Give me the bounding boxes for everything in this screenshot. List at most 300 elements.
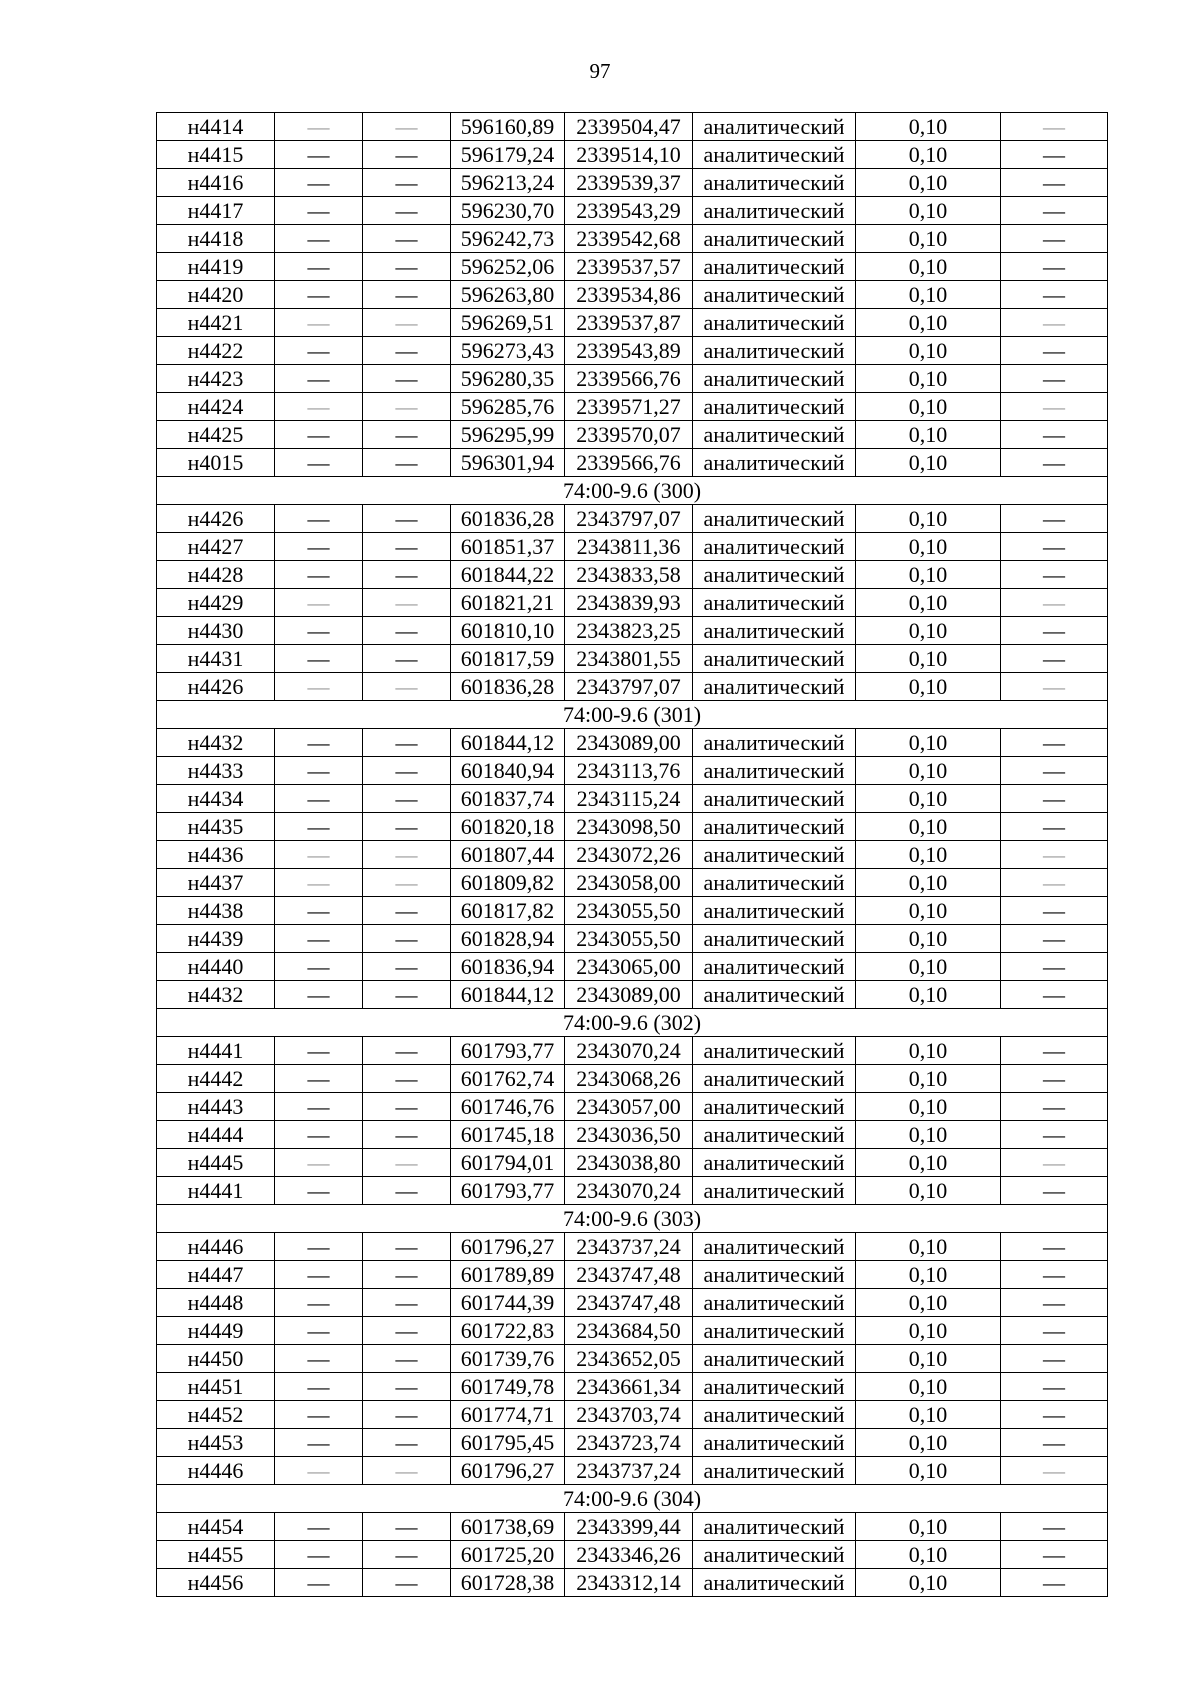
- point-id-cell: н4436: [157, 841, 275, 869]
- y-coordinate-cell: 2343723,74: [565, 1429, 693, 1457]
- method-cell: аналитический: [693, 533, 856, 561]
- table-row: [157, 113, 1108, 141]
- y-coordinate-cell: 2343036,50: [565, 1121, 693, 1149]
- x-coordinate-cell: 601749,78: [451, 1373, 565, 1401]
- y-coordinate-cell: 2339571,27: [565, 393, 693, 421]
- dash-cell: —: [1001, 505, 1108, 533]
- x-coordinate-cell: 601762,74: [451, 1065, 565, 1093]
- dash-cell: —: [275, 113, 363, 141]
- x-coordinate-cell: 596263,80: [451, 281, 565, 309]
- dash-cell: —: [1001, 1429, 1108, 1457]
- dash-cell: —: [363, 281, 451, 309]
- dash-cell: —: [363, 505, 451, 533]
- accuracy-cell: 0,10: [856, 673, 1001, 701]
- method-cell: аналитический: [693, 813, 856, 841]
- method-cell: аналитический: [693, 1429, 856, 1457]
- table-row: [157, 225, 1108, 253]
- dash-cell: —: [363, 925, 451, 953]
- x-coordinate-cell: 596230,70: [451, 197, 565, 225]
- table-row: [157, 1541, 1108, 1569]
- point-id-cell: н4426: [157, 505, 275, 533]
- x-coordinate-cell: 601746,76: [451, 1093, 565, 1121]
- method-cell: аналитический: [693, 953, 856, 981]
- dash-cell: —: [363, 337, 451, 365]
- table-row: [157, 421, 1108, 449]
- section-title: 74:00-9.6 (304): [157, 1485, 1108, 1513]
- point-id-cell: н4437: [157, 869, 275, 897]
- method-cell: аналитический: [693, 197, 856, 225]
- accuracy-cell: 0,10: [856, 1429, 1001, 1457]
- section-header-row: [157, 477, 1108, 505]
- dash-cell: —: [1001, 1065, 1108, 1093]
- dash-cell: —: [275, 645, 363, 673]
- point-id-cell: н4447: [157, 1261, 275, 1289]
- point-id-cell: н4438: [157, 897, 275, 925]
- dash-cell: —: [275, 1065, 363, 1093]
- y-coordinate-cell: 2343068,26: [565, 1065, 693, 1093]
- x-coordinate-cell: 601851,37: [451, 533, 565, 561]
- method-cell: аналитический: [693, 1401, 856, 1429]
- dash-cell: —: [1001, 1373, 1108, 1401]
- method-cell: аналитический: [693, 1569, 856, 1597]
- accuracy-cell: 0,10: [856, 253, 1001, 281]
- point-id-cell: н4450: [157, 1345, 275, 1373]
- y-coordinate-cell: 2343055,50: [565, 925, 693, 953]
- y-coordinate-cell: 2339534,86: [565, 281, 693, 309]
- table-row: [157, 981, 1108, 1009]
- y-coordinate-cell: 2343823,25: [565, 617, 693, 645]
- x-coordinate-cell: 601789,89: [451, 1261, 565, 1289]
- y-coordinate-cell: 2343058,00: [565, 869, 693, 897]
- dash-cell: —: [363, 1401, 451, 1429]
- point-id-cell: н4425: [157, 421, 275, 449]
- dash-cell: —: [363, 1317, 451, 1345]
- table-row: [157, 1569, 1108, 1597]
- dash-cell: —: [363, 869, 451, 897]
- method-cell: аналитический: [693, 365, 856, 393]
- dash-cell: —: [1001, 141, 1108, 169]
- method-cell: аналитический: [693, 1177, 856, 1205]
- method-cell: аналитический: [693, 1037, 856, 1065]
- dash-cell: —: [1001, 1289, 1108, 1317]
- y-coordinate-cell: 2339504,47: [565, 113, 693, 141]
- dash-cell: —: [363, 729, 451, 757]
- dash-cell: —: [363, 757, 451, 785]
- accuracy-cell: 0,10: [856, 309, 1001, 337]
- dash-cell: —: [1001, 449, 1108, 477]
- dash-cell: —: [363, 1037, 451, 1065]
- table-row: [157, 673, 1108, 701]
- y-coordinate-cell: 2343115,24: [565, 785, 693, 813]
- method-cell: аналитический: [693, 589, 856, 617]
- accuracy-cell: 0,10: [856, 1065, 1001, 1093]
- x-coordinate-cell: 601836,28: [451, 673, 565, 701]
- accuracy-cell: 0,10: [856, 1261, 1001, 1289]
- dash-cell: —: [275, 1093, 363, 1121]
- dash-cell: —: [275, 869, 363, 897]
- dash-cell: —: [363, 645, 451, 673]
- point-id-cell: н4427: [157, 533, 275, 561]
- x-coordinate-cell: 601725,20: [451, 1541, 565, 1569]
- x-coordinate-cell: 601817,82: [451, 897, 565, 925]
- dash-cell: —: [275, 953, 363, 981]
- y-coordinate-cell: 2343055,50: [565, 897, 693, 925]
- dash-cell: —: [363, 1289, 451, 1317]
- accuracy-cell: 0,10: [856, 421, 1001, 449]
- point-id-cell: н4414: [157, 113, 275, 141]
- method-cell: аналитический: [693, 281, 856, 309]
- y-coordinate-cell: 2343652,05: [565, 1345, 693, 1373]
- table-row: [157, 561, 1108, 589]
- method-cell: аналитический: [693, 729, 856, 757]
- table-row: [157, 449, 1108, 477]
- x-coordinate-cell: 596242,73: [451, 225, 565, 253]
- dash-cell: —: [363, 617, 451, 645]
- accuracy-cell: 0,10: [856, 505, 1001, 533]
- dash-cell: —: [1001, 281, 1108, 309]
- accuracy-cell: 0,10: [856, 897, 1001, 925]
- dash-cell: —: [275, 1233, 363, 1261]
- y-coordinate-cell: 2343811,36: [565, 533, 693, 561]
- point-id-cell: н4432: [157, 729, 275, 757]
- point-id-cell: н4446: [157, 1457, 275, 1485]
- dash-cell: —: [363, 813, 451, 841]
- accuracy-cell: 0,10: [856, 1541, 1001, 1569]
- point-id-cell: н4431: [157, 645, 275, 673]
- method-cell: аналитический: [693, 1093, 856, 1121]
- dash-cell: —: [1001, 1149, 1108, 1177]
- accuracy-cell: 0,10: [856, 113, 1001, 141]
- point-id-cell: н4428: [157, 561, 275, 589]
- section-header-row: [157, 1009, 1108, 1037]
- table-row: [157, 617, 1108, 645]
- dash-cell: —: [275, 393, 363, 421]
- dash-cell: —: [363, 421, 451, 449]
- method-cell: аналитический: [693, 1317, 856, 1345]
- dash-cell: —: [363, 393, 451, 421]
- x-coordinate-cell: 601820,18: [451, 813, 565, 841]
- table-row: [157, 1289, 1108, 1317]
- dash-cell: —: [1001, 309, 1108, 337]
- method-cell: аналитический: [693, 645, 856, 673]
- method-cell: аналитический: [693, 1513, 856, 1541]
- table-row: [157, 841, 1108, 869]
- dash-cell: —: [275, 1149, 363, 1177]
- x-coordinate-cell: 596269,51: [451, 309, 565, 337]
- x-coordinate-cell: 601844,22: [451, 561, 565, 589]
- x-coordinate-cell: 601840,94: [451, 757, 565, 785]
- accuracy-cell: 0,10: [856, 617, 1001, 645]
- dash-cell: —: [275, 533, 363, 561]
- point-id-cell: н4417: [157, 197, 275, 225]
- x-coordinate-cell: 601793,77: [451, 1037, 565, 1065]
- dash-cell: —: [275, 813, 363, 841]
- y-coordinate-cell: 2339566,76: [565, 449, 693, 477]
- point-id-cell: н4439: [157, 925, 275, 953]
- point-id-cell: н4441: [157, 1177, 275, 1205]
- dash-cell: —: [363, 953, 451, 981]
- dash-cell: —: [275, 757, 363, 785]
- accuracy-cell: 0,10: [856, 981, 1001, 1009]
- dash-cell: —: [363, 1373, 451, 1401]
- x-coordinate-cell: 601722,83: [451, 1317, 565, 1345]
- x-coordinate-cell: 601745,18: [451, 1121, 565, 1149]
- x-coordinate-cell: 596179,24: [451, 141, 565, 169]
- accuracy-cell: 0,10: [856, 1289, 1001, 1317]
- accuracy-cell: 0,10: [856, 1569, 1001, 1597]
- dash-cell: —: [1001, 1317, 1108, 1345]
- y-coordinate-cell: 2343346,26: [565, 1541, 693, 1569]
- x-coordinate-cell: 596160,89: [451, 113, 565, 141]
- x-coordinate-cell: 601817,59: [451, 645, 565, 673]
- method-cell: аналитический: [693, 1261, 856, 1289]
- table-row: [157, 1065, 1108, 1093]
- page-number: 97: [589, 59, 611, 83]
- method-cell: аналитический: [693, 1065, 856, 1093]
- y-coordinate-cell: 2339537,87: [565, 309, 693, 337]
- dash-cell: —: [363, 197, 451, 225]
- accuracy-cell: 0,10: [856, 869, 1001, 897]
- x-coordinate-cell: 596273,43: [451, 337, 565, 365]
- point-id-cell: н4442: [157, 1065, 275, 1093]
- method-cell: аналитический: [693, 113, 856, 141]
- table-row: [157, 1149, 1108, 1177]
- y-coordinate-cell: 2343747,48: [565, 1289, 693, 1317]
- point-id-cell: н4421: [157, 309, 275, 337]
- point-id-cell: н4418: [157, 225, 275, 253]
- x-coordinate-cell: 601793,77: [451, 1177, 565, 1205]
- x-coordinate-cell: 596252,06: [451, 253, 565, 281]
- x-coordinate-cell: 596301,94: [451, 449, 565, 477]
- accuracy-cell: 0,10: [856, 337, 1001, 365]
- accuracy-cell: 0,10: [856, 813, 1001, 841]
- dash-cell: —: [363, 365, 451, 393]
- dash-cell: —: [1001, 1345, 1108, 1373]
- table-row: [157, 953, 1108, 981]
- accuracy-cell: 0,10: [856, 449, 1001, 477]
- table-row: [157, 897, 1108, 925]
- dash-cell: —: [275, 225, 363, 253]
- point-id-cell: н4429: [157, 589, 275, 617]
- dash-cell: —: [1001, 1037, 1108, 1065]
- dash-cell: —: [363, 1093, 451, 1121]
- y-coordinate-cell: 2343065,00: [565, 953, 693, 981]
- dash-cell: —: [363, 1177, 451, 1205]
- dash-cell: —: [1001, 981, 1108, 1009]
- dash-cell: —: [363, 561, 451, 589]
- dash-cell: —: [363, 1541, 451, 1569]
- dash-cell: —: [1001, 1541, 1108, 1569]
- y-coordinate-cell: 2343089,00: [565, 981, 693, 1009]
- x-coordinate-cell: 601836,28: [451, 505, 565, 533]
- table-row: [157, 337, 1108, 365]
- section-title: 74:00-9.6 (303): [157, 1205, 1108, 1233]
- method-cell: аналитический: [693, 561, 856, 589]
- y-coordinate-cell: 2339537,57: [565, 253, 693, 281]
- y-coordinate-cell: 2343312,14: [565, 1569, 693, 1597]
- point-id-cell: н4448: [157, 1289, 275, 1317]
- x-coordinate-cell: 601828,94: [451, 925, 565, 953]
- table-row: [157, 1177, 1108, 1205]
- dash-cell: —: [1001, 225, 1108, 253]
- dash-cell: —: [1001, 561, 1108, 589]
- y-coordinate-cell: 2343038,80: [565, 1149, 693, 1177]
- point-id-cell: н4422: [157, 337, 275, 365]
- y-coordinate-cell: 2343684,50: [565, 1317, 693, 1345]
- dash-cell: —: [363, 1121, 451, 1149]
- dash-cell: —: [275, 785, 363, 813]
- method-cell: аналитический: [693, 869, 856, 897]
- point-id-cell: н4445: [157, 1149, 275, 1177]
- accuracy-cell: 0,10: [856, 393, 1001, 421]
- x-coordinate-cell: 601728,38: [451, 1569, 565, 1597]
- table-row: [157, 1233, 1108, 1261]
- method-cell: аналитический: [693, 897, 856, 925]
- dash-cell: —: [363, 1429, 451, 1457]
- y-coordinate-cell: 2339543,29: [565, 197, 693, 225]
- dash-cell: —: [363, 1261, 451, 1289]
- method-cell: аналитический: [693, 1149, 856, 1177]
- dash-cell: —: [275, 309, 363, 337]
- table-row: [157, 141, 1108, 169]
- method-cell: аналитический: [693, 981, 856, 1009]
- point-id-cell: н4435: [157, 813, 275, 841]
- dash-cell: —: [275, 169, 363, 197]
- accuracy-cell: 0,10: [856, 785, 1001, 813]
- x-coordinate-cell: 601837,74: [451, 785, 565, 813]
- dash-cell: —: [275, 925, 363, 953]
- table-row: [157, 1457, 1108, 1485]
- dash-cell: —: [1001, 169, 1108, 197]
- method-cell: аналитический: [693, 1457, 856, 1485]
- x-coordinate-cell: 596285,76: [451, 393, 565, 421]
- dash-cell: —: [275, 505, 363, 533]
- point-id-cell: н4449: [157, 1317, 275, 1345]
- table-row: [157, 589, 1108, 617]
- section-title: 74:00-9.6 (301): [157, 701, 1108, 729]
- table-body: [157, 113, 1108, 1597]
- accuracy-cell: 0,10: [856, 365, 1001, 393]
- table-row: [157, 813, 1108, 841]
- dash-cell: —: [275, 253, 363, 281]
- point-id-cell: н4430: [157, 617, 275, 645]
- y-coordinate-cell: 2343839,93: [565, 589, 693, 617]
- dash-cell: —: [1001, 673, 1108, 701]
- y-coordinate-cell: 2343737,24: [565, 1457, 693, 1485]
- y-coordinate-cell: 2343801,55: [565, 645, 693, 673]
- x-coordinate-cell: 601836,94: [451, 953, 565, 981]
- x-coordinate-cell: 601739,76: [451, 1345, 565, 1373]
- y-coordinate-cell: 2339543,89: [565, 337, 693, 365]
- table-row: [157, 1513, 1108, 1541]
- method-cell: аналитический: [693, 1289, 856, 1317]
- dash-cell: —: [1001, 729, 1108, 757]
- dash-cell: —: [363, 1345, 451, 1373]
- dash-cell: —: [1001, 1093, 1108, 1121]
- dash-cell: —: [275, 337, 363, 365]
- dash-cell: —: [1001, 785, 1108, 813]
- accuracy-cell: 0,10: [856, 1177, 1001, 1205]
- dash-cell: —: [275, 1289, 363, 1317]
- y-coordinate-cell: 2343113,76: [565, 757, 693, 785]
- table-row: [157, 365, 1108, 393]
- x-coordinate-cell: 601774,71: [451, 1401, 565, 1429]
- y-coordinate-cell: 2343797,07: [565, 673, 693, 701]
- point-id-cell: н4454: [157, 1513, 275, 1541]
- x-coordinate-cell: 596213,24: [451, 169, 565, 197]
- dash-cell: —: [275, 1373, 363, 1401]
- x-coordinate-cell: 601744,39: [451, 1289, 565, 1317]
- point-id-cell: н4444: [157, 1121, 275, 1149]
- accuracy-cell: 0,10: [856, 953, 1001, 981]
- method-cell: аналитический: [693, 925, 856, 953]
- method-cell: аналитический: [693, 449, 856, 477]
- method-cell: аналитический: [693, 337, 856, 365]
- method-cell: аналитический: [693, 757, 856, 785]
- point-id-cell: н4443: [157, 1093, 275, 1121]
- dash-cell: —: [1001, 869, 1108, 897]
- dash-cell: —: [363, 449, 451, 477]
- point-id-cell: н4420: [157, 281, 275, 309]
- accuracy-cell: 0,10: [856, 281, 1001, 309]
- dash-cell: —: [1001, 253, 1108, 281]
- dash-cell: —: [1001, 617, 1108, 645]
- table-row: [157, 281, 1108, 309]
- table-row: [157, 869, 1108, 897]
- table-row: [157, 1345, 1108, 1373]
- y-coordinate-cell: 2343399,44: [565, 1513, 693, 1541]
- x-coordinate-cell: 601794,01: [451, 1149, 565, 1177]
- dash-cell: —: [1001, 757, 1108, 785]
- dash-cell: —: [363, 169, 451, 197]
- point-id-cell: н4419: [157, 253, 275, 281]
- dash-cell: —: [275, 1457, 363, 1485]
- method-cell: аналитический: [693, 617, 856, 645]
- point-id-cell: н4415: [157, 141, 275, 169]
- dash-cell: —: [275, 1541, 363, 1569]
- accuracy-cell: 0,10: [856, 533, 1001, 561]
- accuracy-cell: 0,10: [856, 841, 1001, 869]
- point-id-cell: н4455: [157, 1541, 275, 1569]
- dash-cell: —: [1001, 1401, 1108, 1429]
- dash-cell: —: [275, 1401, 363, 1429]
- dash-cell: —: [1001, 1569, 1108, 1597]
- dash-cell: —: [275, 449, 363, 477]
- dash-cell: —: [1001, 953, 1108, 981]
- dash-cell: —: [1001, 841, 1108, 869]
- dash-cell: —: [275, 617, 363, 645]
- dash-cell: —: [275, 1261, 363, 1289]
- accuracy-cell: 0,10: [856, 1093, 1001, 1121]
- table-row: [157, 1261, 1108, 1289]
- method-cell: аналитический: [693, 505, 856, 533]
- method-cell: аналитический: [693, 1121, 856, 1149]
- dash-cell: —: [1001, 1121, 1108, 1149]
- table-row: [157, 309, 1108, 337]
- y-coordinate-cell: 2339514,10: [565, 141, 693, 169]
- point-id-cell: н4434: [157, 785, 275, 813]
- accuracy-cell: 0,10: [856, 1345, 1001, 1373]
- dash-cell: —: [1001, 113, 1108, 141]
- dash-cell: —: [275, 1569, 363, 1597]
- y-coordinate-cell: 2343070,24: [565, 1037, 693, 1065]
- dash-cell: —: [1001, 1233, 1108, 1261]
- dash-cell: —: [1001, 197, 1108, 225]
- y-coordinate-cell: 2339539,37: [565, 169, 693, 197]
- table-row: [157, 197, 1108, 225]
- section-header-row: [157, 1485, 1108, 1513]
- table-row: [157, 1317, 1108, 1345]
